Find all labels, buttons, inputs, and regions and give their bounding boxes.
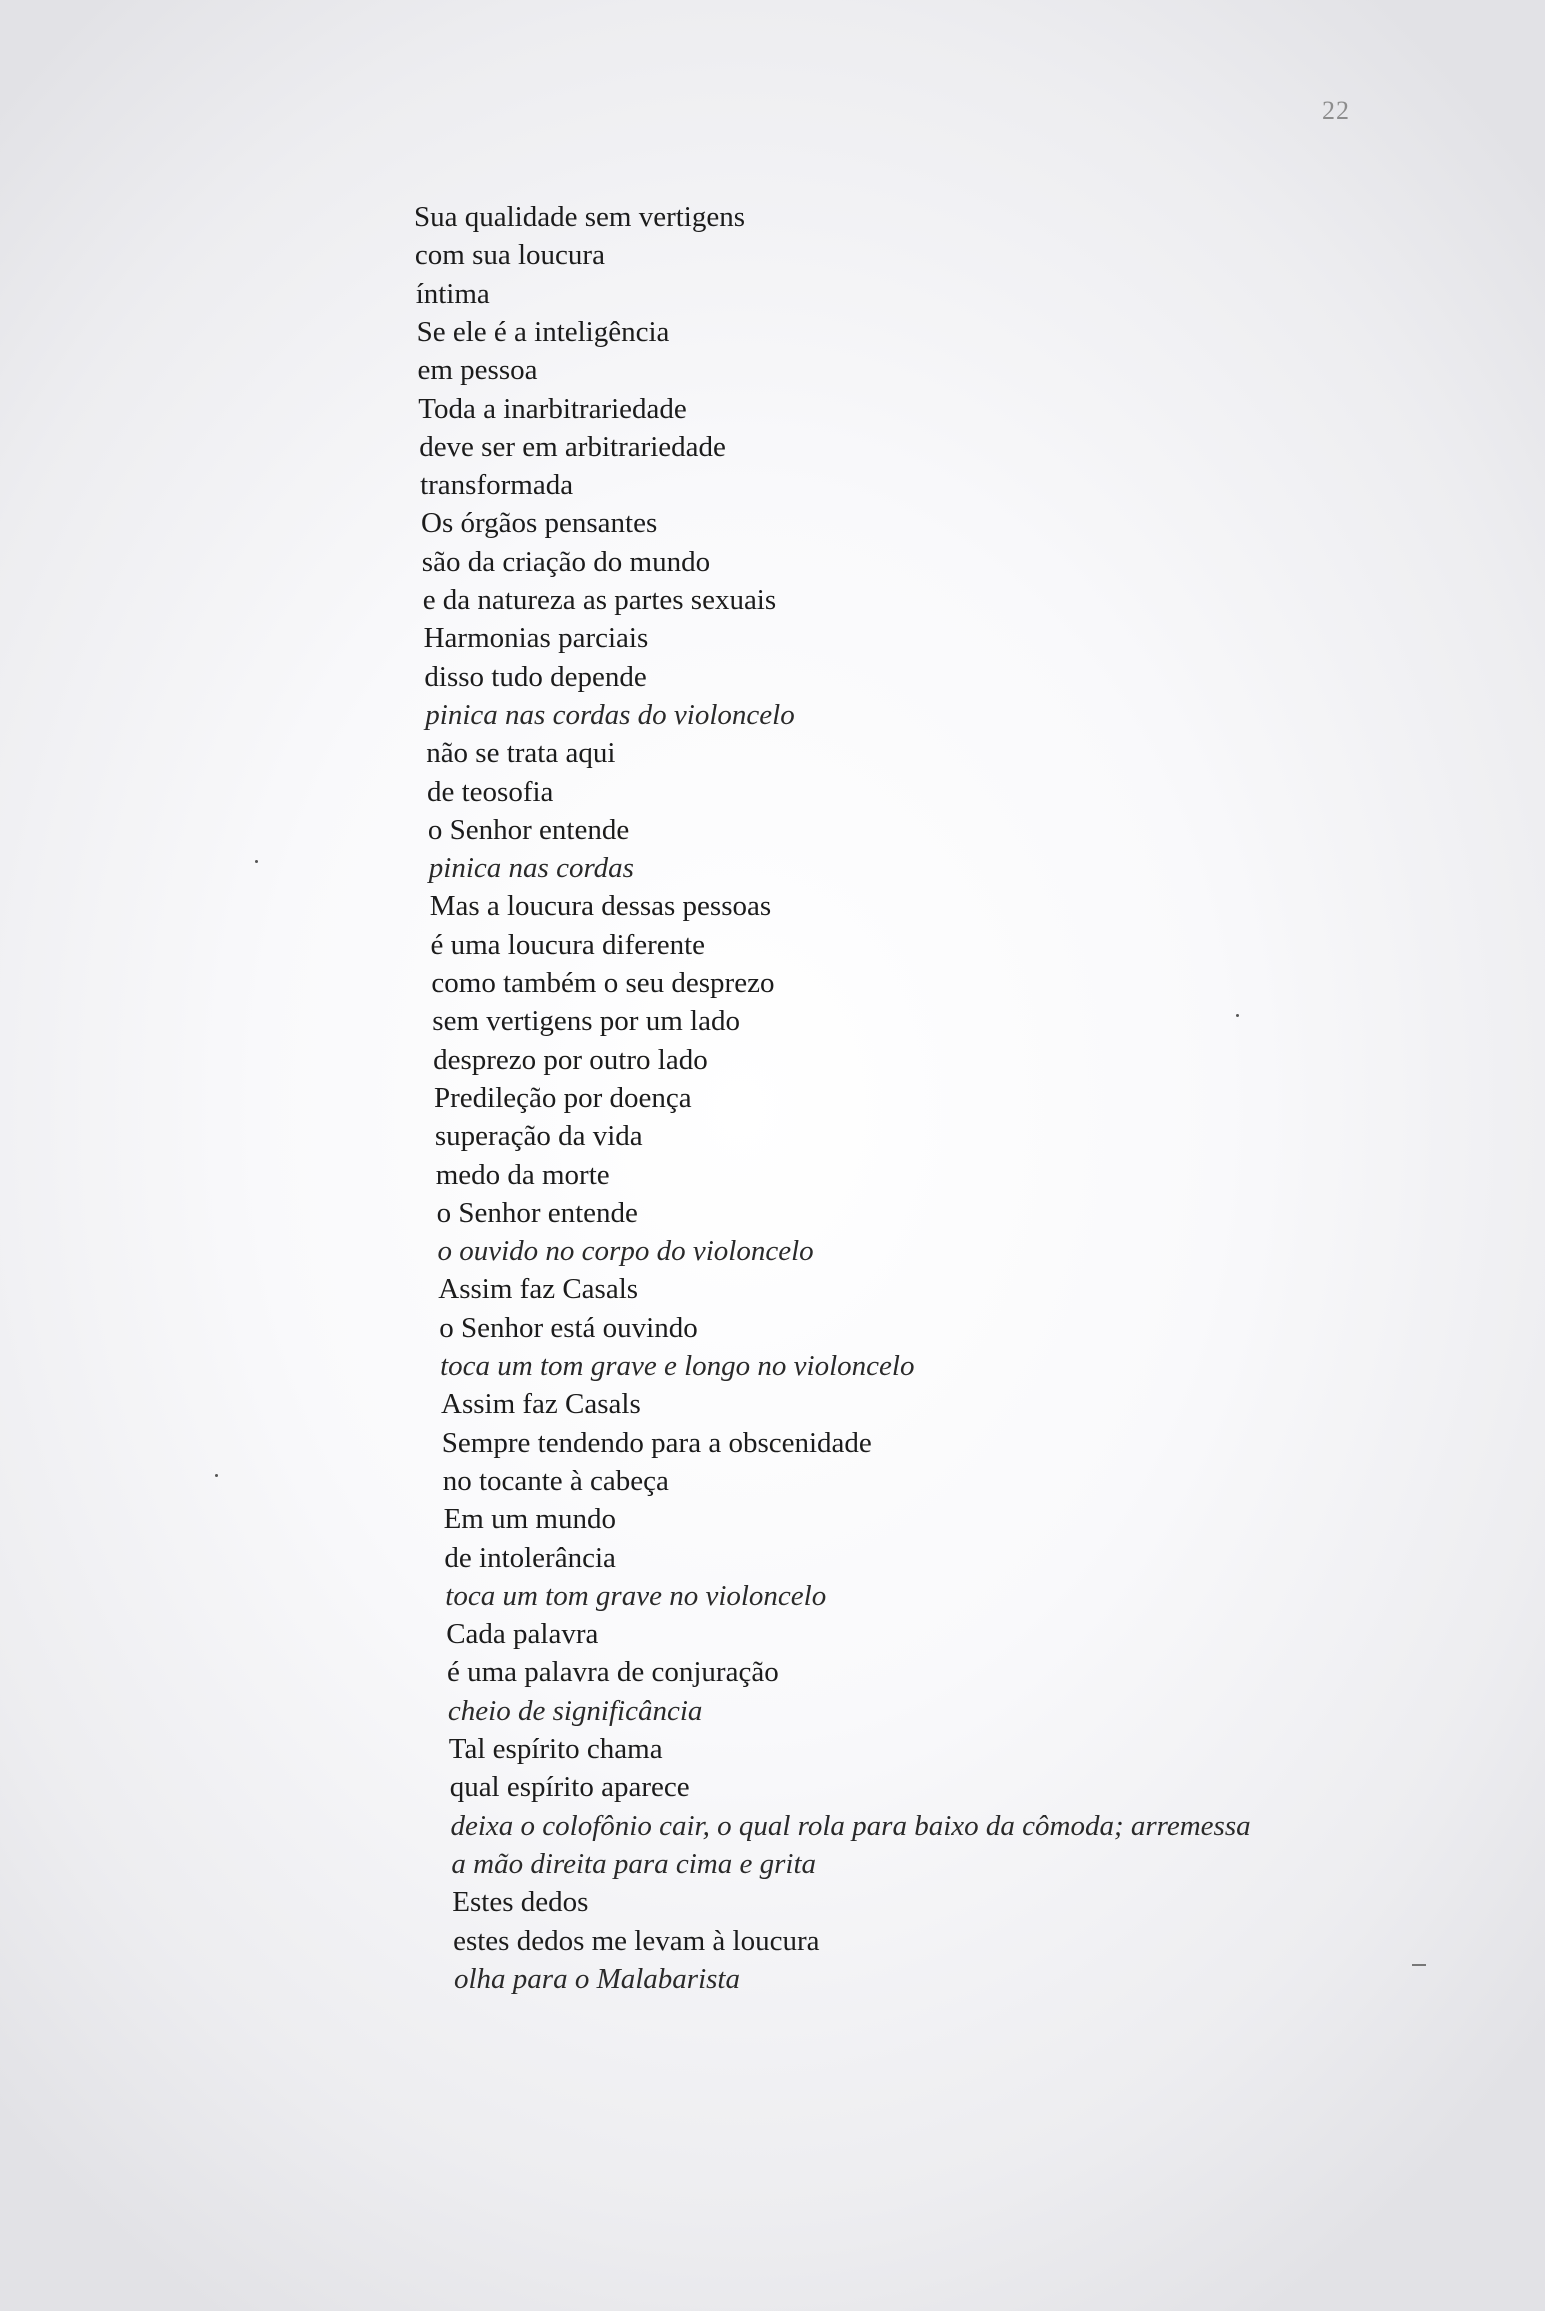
stage-direction-line: toca um tom grave e longo no violoncelo	[440, 1350, 915, 1382]
poem-line: Tal espírito chama	[448, 1733, 663, 1765]
poem-line: e da natureza as partes sexuais	[422, 584, 777, 616]
poem-line: são da criação do mundo	[421, 545, 711, 578]
scan-mark	[1412, 1964, 1426, 1966]
poem-line: no tocante à cabeça	[442, 1464, 669, 1497]
poem-line: Sua qualidade sem vertigens	[414, 201, 745, 233]
scan-speck	[255, 860, 258, 863]
poem-line: Mas a loucura dessas pessoas	[429, 890, 772, 923]
poem-line: Toda a inarbitrariedade	[418, 392, 687, 425]
poem-line: Os órgãos pensantes	[421, 507, 658, 540]
poem-line: Se ele é a inteligência	[416, 315, 670, 348]
stage-direction-line: toca um tom grave no violoncelo	[445, 1579, 827, 1612]
poem-line: como também o seu desprezo	[431, 967, 775, 999]
poem-line: o Senhor entende	[427, 813, 630, 846]
stage-direction-line: a mão direita para cima e grita	[451, 1847, 817, 1880]
stage-direction-line: o ouvido no corpo do violoncelo	[437, 1235, 814, 1268]
poem-line: medo da morte	[435, 1158, 610, 1191]
stage-direction-line: deixa o colofônio cair, o qual rola para baixo da cômoda; arremessa	[450, 1809, 1251, 1842]
poem-line: com sua loucura	[414, 239, 605, 272]
poem-line: estes dedos me levam à loucura	[453, 1924, 820, 1957]
poem-line: superação da vida	[434, 1120, 643, 1153]
poem-line: Assim faz Casals	[441, 1388, 641, 1421]
poem-line: o Senhor está ouvindo	[439, 1311, 698, 1344]
poem-line: em pessoa	[417, 354, 538, 387]
poem-line: sem vertigens por um lado	[432, 1005, 740, 1038]
poem-line: Assim faz Casals	[438, 1273, 639, 1306]
page-number: 22	[1322, 96, 1350, 125]
scan-speck	[215, 1474, 218, 1477]
poem-line: qual espírito aparece	[449, 1771, 690, 1804]
poem-line: não se trata aqui	[426, 737, 616, 770]
poem-line: Predileção por doença	[434, 1081, 692, 1114]
poem-line: é uma palavra de conjuração	[447, 1656, 779, 1689]
poem-line: Sempre tendendo para a obscenidade	[441, 1426, 872, 1459]
poem-line: deve ser em arbitrariedade	[419, 430, 726, 463]
poem-line: Em um mundo	[443, 1503, 616, 1536]
poem-line: Estes dedos	[452, 1886, 589, 1919]
stage-direction-line: olha para o Malabarista	[454, 1962, 740, 1995]
poem-line: disso tudo depende	[424, 660, 647, 693]
poem-line: desprezo por outro lado	[433, 1043, 708, 1076]
poem-line: Cada palavra	[446, 1618, 599, 1651]
poem-line: de intolerância	[444, 1541, 616, 1574]
poem-line: é uma loucura diferente	[430, 928, 706, 961]
poem-line: íntima	[415, 277, 490, 310]
poem-line: de teosofia	[427, 775, 554, 808]
poem-line: o Senhor entende	[436, 1196, 638, 1229]
stage-direction-line: cheio de significância	[447, 1694, 703, 1727]
poem-line: Harmonias parciais	[423, 622, 649, 655]
poem-line: transformada	[420, 469, 574, 502]
stage-direction-line: pinica nas cordas do violoncelo	[425, 698, 795, 731]
stage-direction-line: pinica nas cordas	[428, 852, 634, 885]
scan-speck	[1236, 1014, 1239, 1017]
